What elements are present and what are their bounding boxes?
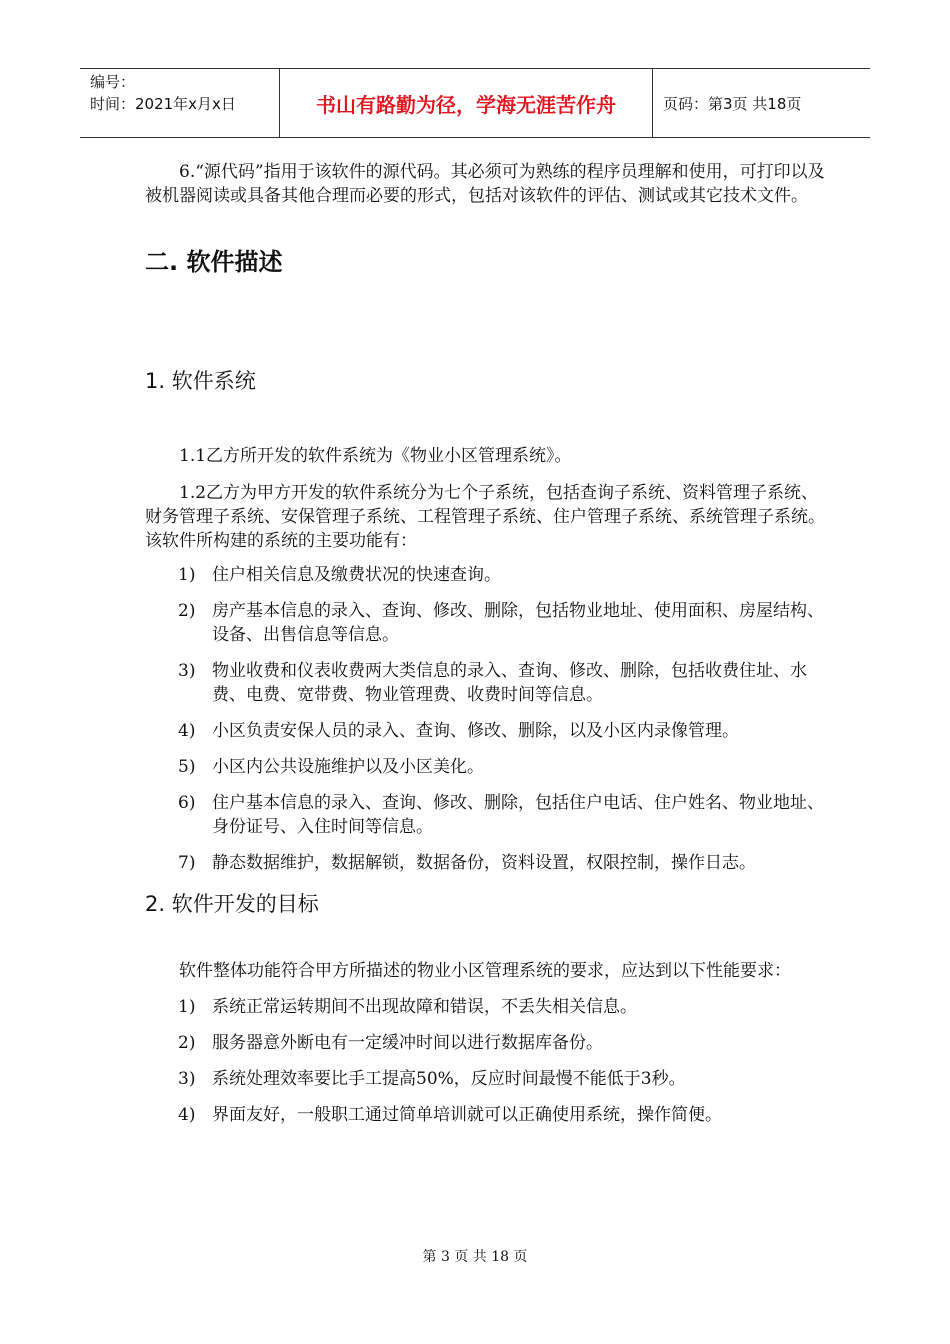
document-body: [145, 160, 825, 1139]
list-item-number: 4): [178, 721, 196, 741]
list-item: [145, 563, 825, 587]
functions-list: [145, 563, 825, 875]
list-item-text: 小区负责安保人员的录入、查询、修改、删除，以及小区内录像管理。: [212, 721, 739, 741]
list-item: [145, 719, 825, 743]
list-item: [145, 995, 825, 1019]
list-item: [145, 755, 825, 779]
list-item: [145, 1103, 825, 1127]
list-item-number: 2): [178, 1033, 196, 1053]
list-item-number: 3): [178, 661, 196, 681]
list-item-text: 系统正常运转期间不出现故障和错误，不丢失相关信息。: [212, 997, 637, 1017]
list-item: [145, 659, 825, 707]
list-item: [145, 1031, 825, 1055]
list-item: [145, 599, 825, 647]
document-number-label: 编号：: [90, 73, 136, 91]
list-item-number: 4): [178, 1105, 196, 1125]
list-item-text: 住户相关信息及缴费状况的快速查询。: [212, 565, 501, 585]
subsection-title-development-goals: 2. 软件开发的目标: [145, 892, 319, 916]
list-item: [145, 791, 825, 839]
list-item-text: 系统处理效率要比手工提高50%，反应时间最慢不能低于3秒。: [212, 1069, 686, 1089]
list-item-number: 6): [178, 793, 196, 813]
list-item-number: 1): [178, 565, 196, 585]
header-motto: 书山有路勤为径，学海无涯苦作舟: [280, 69, 653, 137]
list-item-text: 静态数据维护，数据解锁，数据备份，资料设置，权限控制，操作日志。: [212, 853, 756, 873]
list-item-text: 服务器意外断电有一定缓冲时间以进行数据库备份。: [212, 1033, 603, 1053]
list-item-text: 界面友好，一般职工通过简单培训就可以正确使用系统，操作简便。: [212, 1105, 722, 1125]
list-item: [145, 851, 825, 875]
list-item: [145, 1067, 825, 1091]
page-header: [80, 68, 870, 138]
paragraph-subsystems: 1.2乙方为甲方开发的软件系统分为七个子系统，包括查询子系统、资料管理子系统、财务管理子系统、安保管理子系统、工程管理子系统、住户管理子系统、系统管理子系统。该软件所构建的系统的主要功能有：: [145, 483, 825, 551]
list-item-number: 2): [178, 601, 196, 621]
subsection-title-software-system: 1. 软件系统: [145, 369, 256, 393]
page-footer: 第 3 页 共 18 页: [422, 1249, 528, 1265]
header-meta: [80, 69, 280, 137]
goals-list: [145, 995, 825, 1127]
paragraph-source-code: 6.“源代码”指用于该软件的源代码。其必须可为熟练的程序员理解和使用，可打印以及被机器阅读或具备其他合理而必要的形式，包括对该软件的评估、测试或其它技术文件。: [145, 162, 825, 206]
header-page-info: 页码：第3页 共18页: [663, 94, 802, 113]
document-date: 时间：2021年x月x日: [90, 95, 236, 113]
list-item-number: 7): [178, 853, 196, 873]
list-item-number: 5): [178, 757, 196, 777]
list-item-number: 1): [178, 997, 196, 1017]
list-item-number: 3): [178, 1069, 196, 1089]
list-item-text: 房产基本信息的录入、查询、修改、删除，包括物业地址、使用面积、房屋结构、设备、出售信息等信息。: [212, 601, 824, 645]
section-title-software-description: 二. 软件描述: [145, 248, 283, 276]
paragraph-system-name: 1.1乙方所开发的软件系统为《物业小区管理系统》。: [179, 446, 572, 466]
paragraph-performance-intro: 软件整体功能符合甲方所描述的物业小区管理系统的要求，应达到以下性能要求：: [179, 961, 791, 981]
list-item-text: 小区内公共设施维护以及小区美化。: [212, 757, 484, 777]
list-item-text: 物业收费和仪表收费两大类信息的录入、查询、修改、删除，包括收费住址、水费、电费、宽带费、物业管理费、收费时间等信息。: [212, 661, 807, 705]
list-item-text: 住户基本信息的录入、查询、修改、删除，包括住户电话、住户姓名、物业地址、身份证号、入住时间等信息。: [212, 793, 824, 837]
